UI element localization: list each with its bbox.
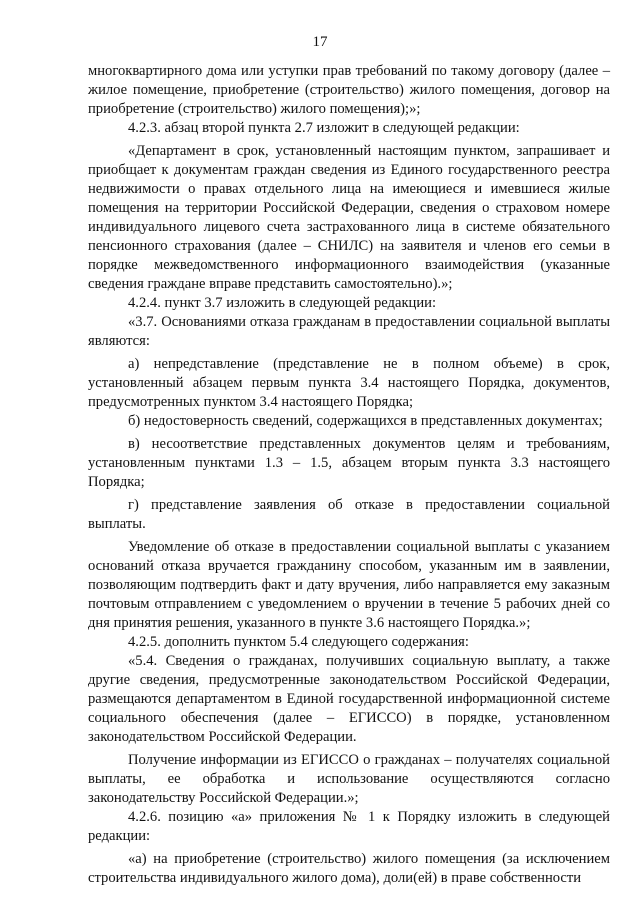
paragraph: «5.4. Сведения о гражданах, получивших социальную выплату, а также другие сведения, предусмотренные законодательством Российской Федерации, размещаются департаментом в Единой государственной информационной системе социального обеспечения (далее – ЕГИССО) в порядке, установленном законодательством Российской Федерации. — [88, 653, 610, 745]
paragraph: «Департамент в срок, установленный настоящим пунктом, запрашивает и приобщает к документам граждан сведения из Единого государственного реестра недвижимости о правах отдельного лица на имеющиеся и имевшиеся жилые помещения на территории Российской Федерации, сведения о страховом номере индивидуального лицевого счета застрахованного лица в системе обязательного пенсионного страхования (далее – СНИЛС) на заявителя и членов его семьи в порядке межведомственного информационного взаимодействия (указанные сведения граждане вправе представить самостоятельно).»; — [88, 143, 610, 292]
paragraph: 4.2.5. дополнить пунктом 5.4 следующего содержания: — [128, 634, 469, 650]
paragraph: многоквартирного дома или уступки прав требований по такому договору (далее – жилое помещение, приобретение (строительство) жилого помещения, договор на приобретение (строительство) жилого помещения);»; — [88, 63, 610, 117]
document-body — [88, 62, 610, 888]
paragraph: 4.2.3. абзац второй пункта 2.7 изложит в следующей редакции: — [128, 120, 520, 136]
paragraph: в) несоответствие представленных документов целям и требованиям, установленным пунктами 1.3 – 1.5, абзацем вторым пункта 3.3 настоящего Порядка; — [88, 436, 610, 490]
paragraph: Уведомление об отказе в предоставлении социальной выплаты с указанием оснований отказа вручается гражданину способом, указанным им в заявлении, позволяющим подтвердить факт и дату вручения, либо направляется ему заказным почтовым отправлением с уведомлением о вручении в течение 5 рабочих дней со дня принятия решения, указанного в пункте 3.6 настоящего Порядка.»; — [88, 539, 610, 631]
paragraph: Получение информации из ЕГИССО о гражданах – получателях социальной выплаты, ее обработка и использование осуществляются согласно законодательству Российской Федерации.»; — [88, 752, 610, 806]
paragraph: «3.7. Основаниями отказа гражданам в предоставлении социальной выплаты являются: — [88, 314, 610, 349]
paragraph: «а) на приобретение (строительство) жилого помещения (за исключением строительства индивидуального жилого дома), доли(ей) в праве собственности — [88, 851, 610, 886]
paragraph: б) недостоверность сведений, содержащихся в представленных документах; — [128, 413, 603, 429]
paragraph: 4.2.4. пункт 3.7 изложить в следующей редакции: — [128, 295, 437, 311]
paragraph: г) представление заявления об отказе в предоставлении социальной выплаты. — [88, 497, 610, 532]
paragraph: а) непредставление (представление не в полном объеме) в срок, установленный абзацем первым пункта 3.4 настоящего Порядка, документов, предусмотренных пунктом 3.4 настоящего Порядка; — [88, 356, 610, 410]
page-number: 17 — [312, 34, 328, 50]
paragraph: 4.2.6. позицию «а» приложения № 1 к Порядку изложить в следующей редакции: — [88, 809, 610, 844]
